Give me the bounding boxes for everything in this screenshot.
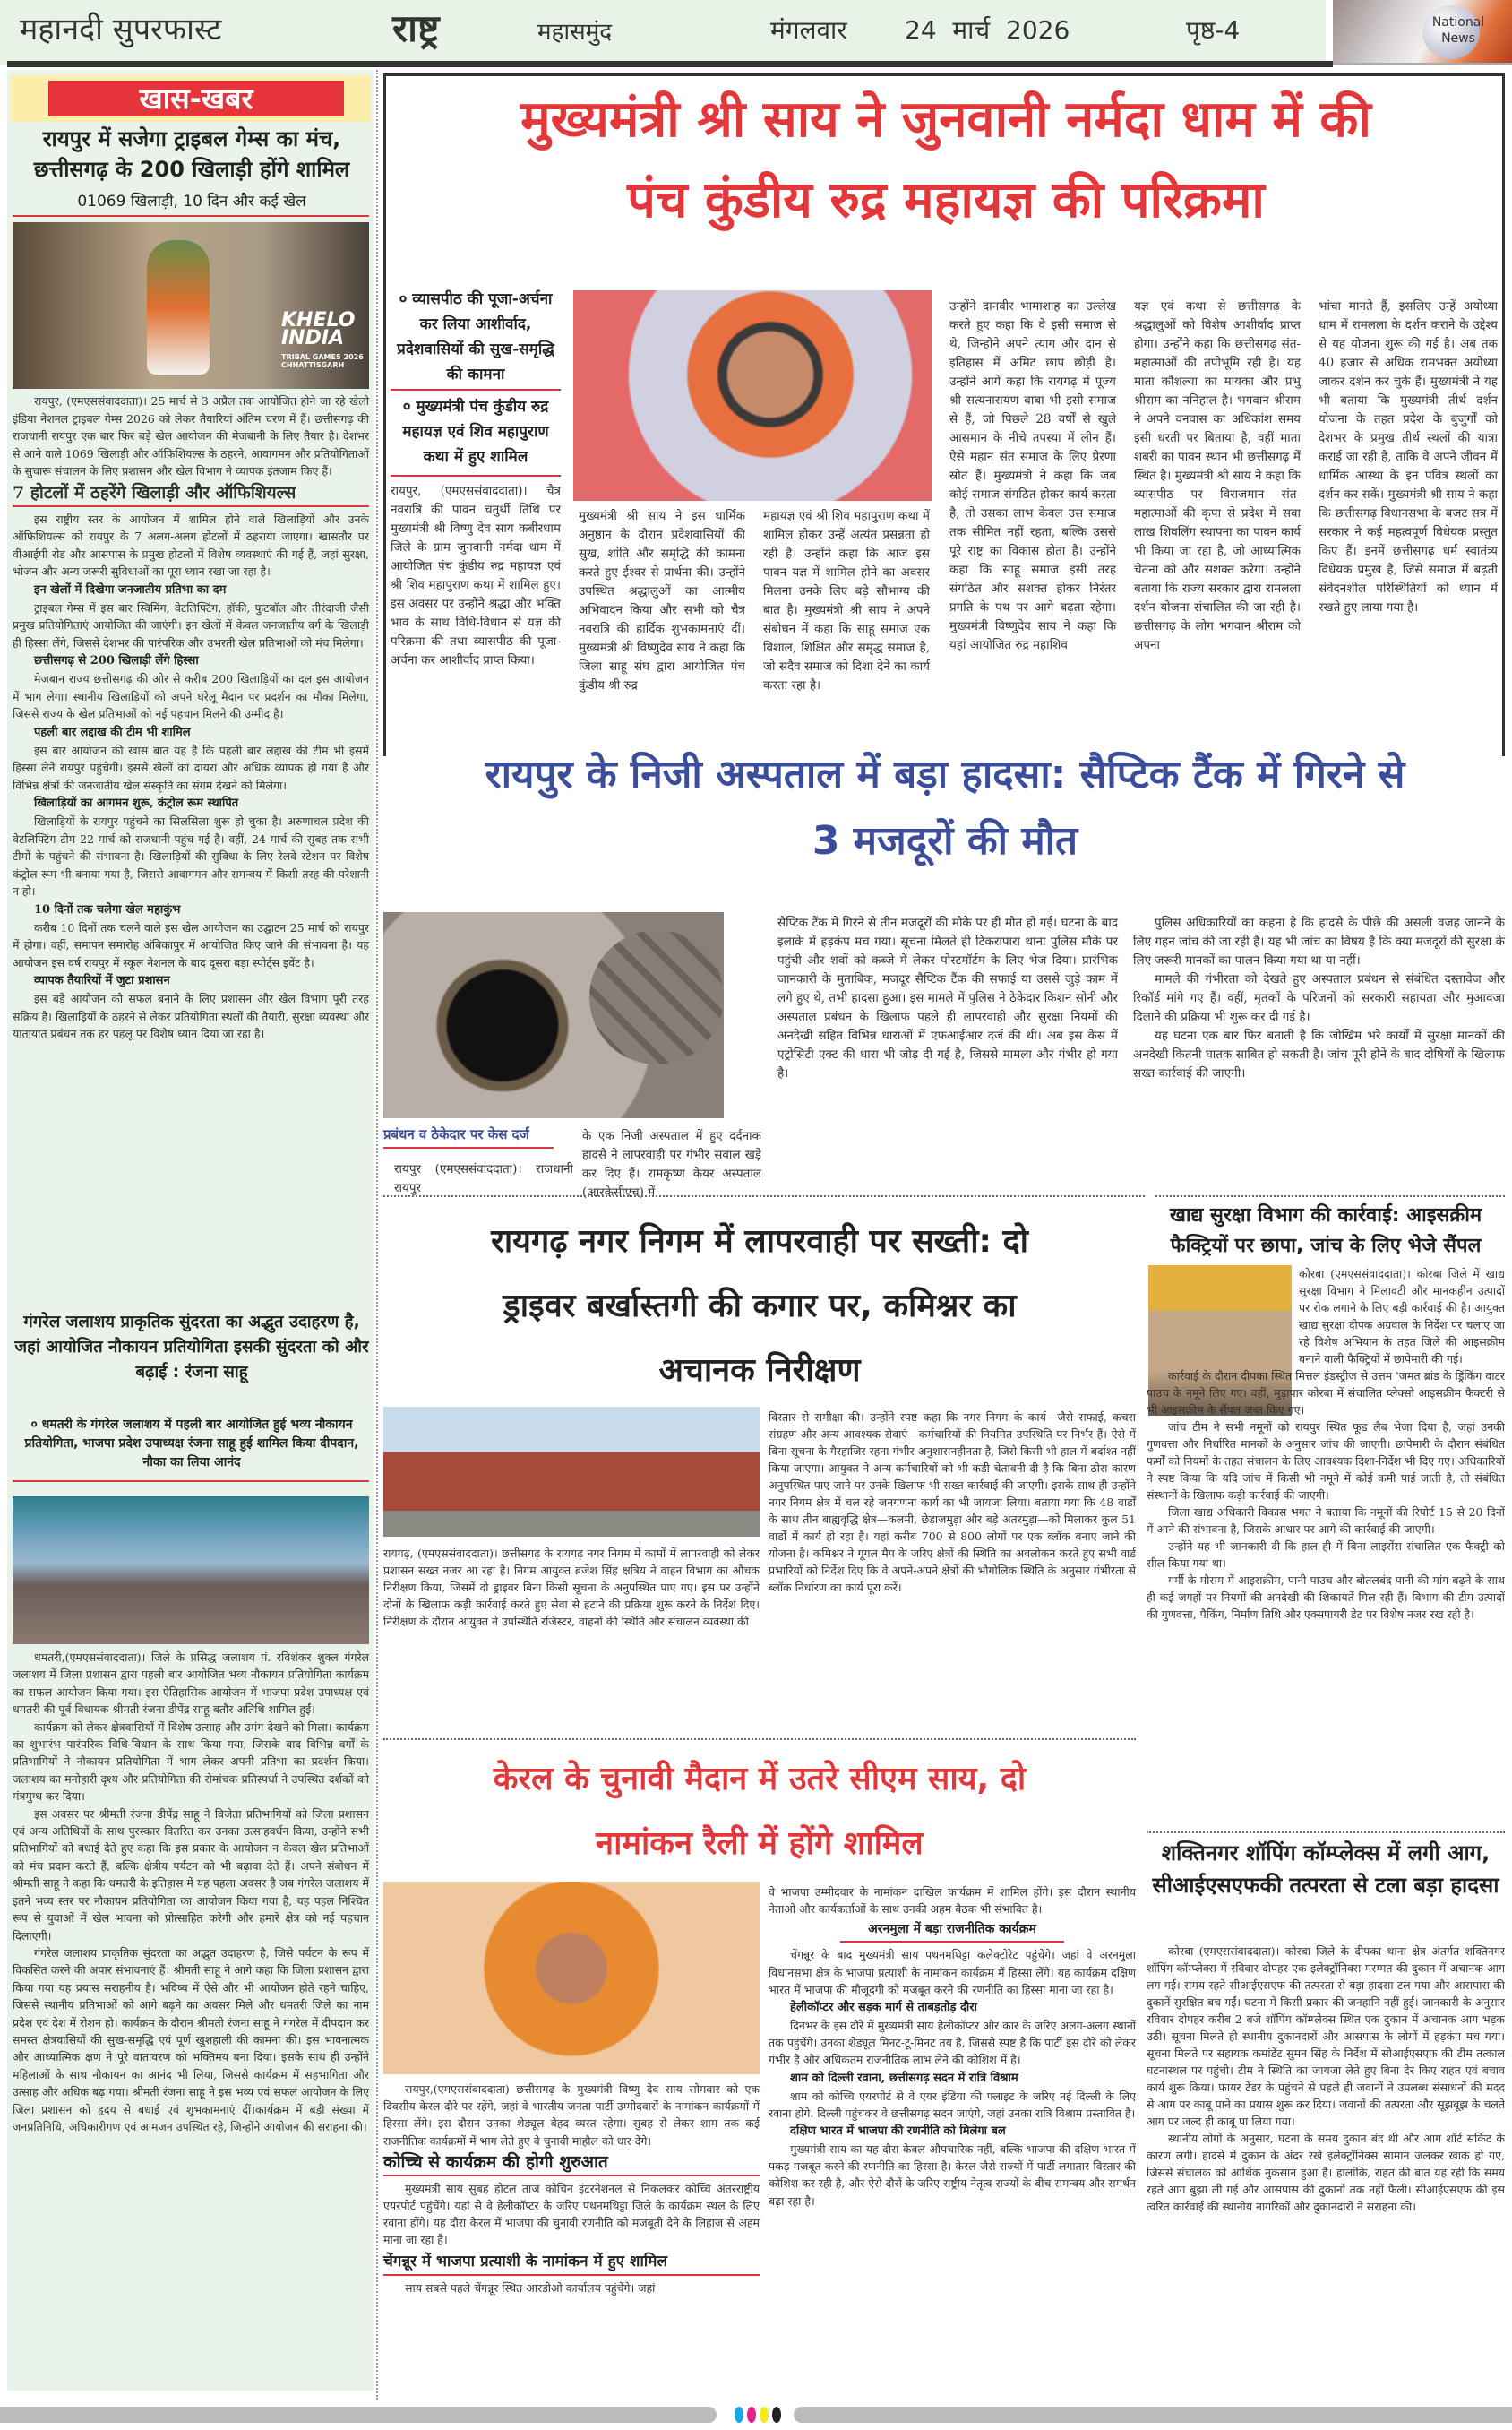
paragraph: गर्मी के मौसम में आइसक्रीम, पानी पाउच और बोतलबंद पानी की मांग बढ़ने के साथ ही कई जगहों पर नियमों की अनदेखी की शिकायतें मिल रही हैं। विभाग की टीम उत्पादों की गुणवत्ता, पैकिंग, निर्माण तिथि और एक्सपायरी डेट पर विशेष नजर रख रही है।: [1147, 1573, 1505, 1621]
hospital-col-4: [1133, 914, 1505, 1083]
footer-bar: [0, 2407, 1512, 2425]
tribal-games-subhead: 01069 खिलाड़ी, 10 दिन और कई खेल: [77, 193, 306, 211]
gangrel-subhead: ० धमतरी के गंगरेल जलाशय में पहली बार आयोजित हुई भव्य नौकायन प्रतियोगिता, भाजपा प्रदेश उपाध्यक्ष रंजना साहू हुई शामिल किया दीपदान, नौका का लिया आनंद: [24, 1418, 359, 1469]
paragraph: दिनभर के इस दौरे में मुख्यमंत्री साय हेलीकॉप्टर और कार के जरिए अलग-अलग स्थानों तक पहुंचेंगे। उनका शेड्यूल मिनट-टू-मिनट तय है, जिससे स्पष्ट है कि पार्टी इस दौरे को लेकर गंभीर है और अधिकतम राजनीतिक लाभ लेने की कोशिश में है।: [769, 2019, 1136, 2067]
paragraph: इस बड़े आयोजन को सफल बनाने के लिए प्रशासन और खेल विभाग पूरी तरह सक्रिय है। खिलाड़ियों के ठहरने से लेकर प्रतियोगिता स्थलों की तैयारी, सुरक्षा व्यवस्था और यातायात प्रबंधन तक हर पहलू पर विशेष ध्यान दिया जा रहा है।: [13, 992, 370, 1040]
footer-strip-right: [794, 2407, 1512, 2423]
masthead: [0, 0, 1326, 65]
subheading: पहली बार लद्दाख की टीम भी शामिल: [34, 725, 191, 739]
paragraph: मामले की गंभीरता को देखते हुए अस्पताल प्रबंधन से संबंधित दस्तावेज और रिकॉर्ड मांगे गए हैं। वहीं, मृतकों के परिजनों को सरकारी सहायता और मुआवजा दिलाने की प्रक्रिया भी शुरू कर दी गई है।: [1133, 972, 1505, 1024]
kerala-headline-line1: केरल के चुनावी मैदान में उतरे सीएम साय, दो: [493, 1761, 1027, 1797]
page-number: पृष्ठ-4: [1186, 15, 1241, 45]
raigarh-headline-line2: ड्राइवर बर्खास्तगी की कगार पर, कमिश्नर का: [503, 1288, 1017, 1324]
red-rule: [391, 475, 561, 477]
paragraph: वे भाजपा उम्मीदवार के नामांकन दाखिल कार्यक्रम में शामिल होंगे। इस दौरान स्थानीय नेताओं और कार्यकर्ताओं के साथ उनकी अहम बैठक भी संभावित है।: [769, 1885, 1136, 1917]
gangrel-body: [13, 1649, 369, 2135]
subheading: खिलाड़ियों का आगमन शुरू, कंट्रोल रूम स्थापित: [34, 797, 239, 810]
subheading: छत्तीसगढ़ से 200 खिलाड़ी लेंगे हिस्सा: [34, 654, 199, 668]
red-rule: [383, 2274, 760, 2276]
hospital-headline-line1: रायपुर के निजी अस्पताल में बड़ा हादसा: सैप्टिक टैंक में गिरने से: [485, 752, 1405, 797]
day: मंगलवार: [770, 15, 847, 45]
section-heading: अरनमुला में बड़ा राजनीतिक कार्यक्रम: [868, 1922, 1036, 1937]
yellow-dot-icon: [760, 2407, 769, 2423]
paragraph: धमतरी,(एमएससंवाददाता)। जिले के प्रसिद्ध जलाशय पं. रविशंकर शुक्ल गंगरेल जलाशय में जिला प्रशासन द्वारा पहली बार आयोजित भव्य नौकायन प्रतियोगिता कार्यक्रम का सफल आयोजन किया गया। इस ऐतिहासिक आयोजन में भाजपा प्रदेश उपाध्यक्ष एवं धमतरी की पूर्व विधायक श्रीमती रंजना डीपेंद्र साहू बतौर अतिथि शामिल हुईं।: [13, 1650, 369, 1717]
paragraph: उन्होंने यह भी जानकारी दी कि हाल ही में बिना लाइसेंस संचालित एक फैक्ट्री को सील किया गया था।: [1147, 1539, 1505, 1570]
black-dot-icon: [772, 2407, 781, 2423]
paragraph: स्थानीय लोगों के अनुसार, घटना के समय दुकान बंद थी और आग शॉर्ट सर्किट के कारण लगी। हादसे में दुकान के अंदर रखे इलेक्ट्रॉनिक्स सामान जलकर खाक हो गए, जिससे संचालक को आर्थिक नुकसान हुआ है। हालांकि, राहत की बात यह रही कि समय रहते आग बुझा ली गई और आसपास की दुकानों तक नहीं फैली। सीआईएसएफ की इस त्वरित कार्रवाई की स्थानीय नागरिकों और दुकानदारों ने सराहना की।: [1147, 2132, 1505, 2213]
paragraph: मेजबान राज्य छत्तीसगढ़ की ओर से करीब 200 खिलाड़ियों का दल इस आयोजन में भाग लेगा। स्थानीय खिलाड़ियों को अपने घरेलू मैदान पर प्रदर्शन का मौका मिलेगा, जिससे राज्य के खेल प्रतिभाओं को नई पहचान मिलने की उम्मीद है।: [13, 672, 369, 720]
hospital-subhead: प्रबंधन व ठेकेदार पर केस दर्ज: [383, 1126, 529, 1142]
boating-competition-image: [13, 1496, 369, 1644]
gangrel-headline: गंगरेल जलाशय प्राकृतिक सुंदरता का अद्भुत उदाहरण है, जहां आयोजित नौकायन प्रतियोगिता इसकी सुंदरता को और बढ़ाई : रंजना साहू: [14, 1313, 369, 1382]
lead-col-6: भांचा मानते हैं, इसलिए उन्हें अयोध्या धाम में रामलला के दर्शन कराने के उद्देश्य से यह योजना शुरू की गई है। अब तक 40 हजार से अधिक रामभक्त अयोध्या जाकर दर्शन कर चुके हैं। मुख्यमंत्री ने यह भी बताया कि मुख्यमंत्री तीर्थ दर्शन योजना के तहत प्रदेश के बुजुर्गों को देशभर के प्रमुख तीर्थ स्थलों की यात्रा कराई जा रही है, ताकि वे अपने जीवन में धार्मिक आस्था के इन पवित्र स्थलों का दर्शन कर सकें। मुख्यमंत्री श्री साय ने कहा कि छत्तीसगढ़ विधानसभा के बजट सत्र में सरकार ने कई महत्वपूर्ण विधेयक प्रस्तुत किए हैं। इनमें छत्तीसगढ़ धर्म स्वातंत्र्य विधेयक प्रमुख है, जिसे समाज में बढ़ती संवेदनशील परिस्थितियों को ध्यान में रखते हुए लाया गया है।: [1319, 299, 1498, 615]
raigarh-headline-line3: अचानक निरीक्षण: [658, 1352, 861, 1389]
khelo-india-logo: KHELO INDIA: [281, 309, 356, 349]
paragraph: खिलाड़ियों के रायपुर पहुंचने का सिलसिला शुरू हो चुका है। अरुणाचल प्रदेश की वेटलिफ्टिंग टीम 22 मार्च को राजधानी पहुंच गई है। वहीं, 24 मार्च की सुबह तक सभी टीमों के पहुंचने की संभावना है। खिलाड़ियों की सुविधा के लिए रेलवे स्टेशन पर विशेष कंट्रोल रूम भी बनाया गया है, जिससे आवागमन और समन्वय में किसी तरह की परेशानी न हो।: [13, 814, 369, 898]
red-rule: [840, 1941, 1064, 1943]
paragraph: शाम को कोच्चि एयरपोर्ट से वे एयर इंडिया की फ्लाइट के जरिए नई दिल्ली के लिए रवाना होंगे. दिल्ली पहुंचकर वे छत्तीसगढ़ सदन जाएंगे, जहां उनका रात्रि विश्राम प्रस्तावित है।: [769, 2089, 1136, 2120]
khelo-india-mascot-image: [13, 222, 369, 389]
paragraph: करीब 10 दिनों तक चलने वाले इस खेल आयोजन का उद्घाटन 25 मार्च को रायपुर में होगा। वहीं, समापन समारोह अंबिकापुर में आयोजित किए जाने की संभावना है। यह आयोजन इस वर्ष रायपुर में स्कूल नेशनल के बाद दूसरा बड़ा स्पोर्ट्स इवेंट है।: [13, 920, 369, 969]
icecream-headline: खाद्य सुरक्षा विभाग की कार्रवाई: आइसक्रीम फैक्ट्रियों पर छापा, जांच के लिए भेजे सैंपल: [1169, 1204, 1482, 1257]
paragraph: पुलिस अधिकारियों का कहना है कि हादसे के पीछे की असली वजह जानने के लिए गहन जांच की जा रही है। यह भी जांच का विषय है कि क्या मजदूरों की सुरक्षा के लिए जरूरी मानकों का पालन किया गया था या नहीं।: [1133, 916, 1505, 968]
paragraph: साय सबसे पहले चेंगन्नूर स्थित आरडीओ कार्यालय पहुंचेंगे। जहां: [405, 2280, 656, 2295]
tribal-games-body: [13, 392, 369, 1043]
tribal-games-headline: रायपुर में सजेगा ट्राइबल गेम्स का मंच, छत्तीसगढ़ के 200 खिलाड़ी होंगे शामिल: [33, 126, 350, 182]
lead-col-2: मुख्यमंत्री श्री साय ने इस धार्मिक अनुष्ठान के दौरान प्रदेशवासियों की सुख, शांति और समृद्धि की कामना करते हुए ईश्वर से प्रार्थना की। उन्होंने उपस्थित श्रद्धालुओं का आत्मीय अभिवादन किया और सभी को चैत्र नवरात्रि की हार्दिक शुभकामनाएं दीं। मुख्यमंत्री श्री विष्णुदेव साय ने कहा कि जिला साहू संघ द्वारा आयोजित पंच कुंडीय श्री रुद्र: [579, 509, 745, 693]
chief-minister-photo: [573, 290, 932, 501]
paragraph: कार्रवाई के दौरान दीपका स्थित मित्तल इंडस्ट्रीज से उत्तम 'जमत ब्रांड के ड्रिंकिंग वाटर पाउच के नमूने लिए गए। वहीं, मुड़ापार कोरबा में संचालित प्लेक्सो आइसक्रीम फैक्टरी से भी आइसक्रीम के सैंपल जब्त किए गए।: [1147, 1369, 1505, 1417]
raigarh-col-2: विस्तार से समीक्षा की। उन्होंने स्पष्ट कहा कि नगर निगम के कार्य—जैसे सफाई, कचरा संग्रहण और अन्य आवश्यक सेवाएं—कर्मचारियों की नियमित उपस्थिति पर निर्भर हैं। ऐसे में बिना सूचना के गैरहाजिर रहना गंभीर अनुशासनहीनता है, जिसे किसी भी हाल में बर्दाश्त नहीं किया जाएगा। आयुक्त ने अन्य कर्मचारियों को भी कड़ी चेतावनी दी है कि बिना ठोस कारण अनुपस्थित पाए जाने पर उनके खिलाफ भी सख्त कार्रवाई की जाएगी। इसके साथ ही उन्होंने नगर निगम क्षेत्र में चल रहे जनगणना कार्य का भी जायजा लिया। बताया गया कि 48 वार्डों के साथ तीन बाह्यवृद्धि क्षेत्र—कलमी, छेड़ाजमुड़ा और बड़े अतरमुड़ा—को मिलाकर कुल 51 वार्डों में कार्य हो रहा है। यहां करीब 700 से 800 लोगों पर एक ब्लॉक बनाए जाने की योजना है। कमिश्नर ने गूगल मैप के जरिए क्षेत्रों की स्थिति का अवलोकन करते हुए सभी वार्ड प्रभारियों को निर्देश दिए कि वे अपने-अपने क्षेत्रों की भौगोलिक स्थिति के अनुसार गंभीरता से ब्लॉक निर्धारण का कार्य पूरा करें।: [769, 1410, 1136, 1594]
khas-khabar-label: खास-खबर: [48, 81, 344, 116]
city: महासमुंद: [537, 19, 613, 46]
date: 24 मार्च 2026: [905, 15, 1070, 45]
lead-headline-line2: पंच कुंडीय रुद्र महायज्ञ की परिक्रमा: [627, 171, 1265, 229]
paragraph: कार्यक्रम को लेकर क्षेत्रवासियों में विशेष उत्साह और उमंग देखने को मिला। कार्यक्रम का शुभारंभ पारंपरिक विधि-विधान के साथ किया गया, जिसके बाद विभिन्न वर्गों के प्रतिभागियों ने नौकायन प्रतियोगिता में भाग लेकर अपनी प्रतिभा का प्रदर्शन किया। जलाशय का मनोहारी दृश्य और प्रतियोगिता की रोमांचक प्रतिस्पर्धा ने उपस्थित दर्शकों को मंत्रमुग्ध कर दिया।: [13, 1719, 369, 1804]
section-divider: [1147, 1831, 1505, 1833]
raigarh-headline-line1: रायगढ़ नगर निगम में लापरवाही पर सख्ती: दो: [491, 1223, 1028, 1260]
paragraph: कोरबा (एमएससंवाददाता)। कोरबा जिले के दीपका थाना क्षेत्र अंतर्गत शक्तिनगर शॉपिंग कॉम्प्लेक्स में रविवार दोपहर एक इलेक्ट्रॉनिक्स मरम्मत की दुकान में अचानक आग लग गई। समय रहते सीआईएसएफ की तत्परता से बड़ा हादसा टल गया और आसपास की दुकानें सुरक्षित बच गईं। घटना में किसी प्रकार की जनहानि नहीं हुई। जानकारी के अनुसार रविवार दोपहर करीब 2 बजे शॉपिंग कॉम्प्लेक्स स्थित एक दुकान में अचानक आग भड़क उठी। सूचना मिलते ही स्थानीय दुकानदारों और आसपास के लोगों में हड़कंप मच गया। सूचना मिलते पर सहायक कमांडेंट सुमन सिंह के निर्देश में सीआईएसएफ की टीम तत्काल घटनास्थल पर पहुंची। टीम ने स्थिति का जायजा लेते हुए बिना देर किए राहत एवं बचाव कार्य शुरू किया। फायर टेंडर के पहुंचने से पहले ही जवानों ने उपलब्ध संसाधनों की मदद से आग पर काबू पाने का प्रयास शुरू कर दिया। जवानों की तत्परता और सूझबूझ के चलते आग पर जल्द ही काबू पा लिया गया।: [1147, 1944, 1505, 2128]
kerala-headline: [383, 1747, 1136, 1876]
magenta-dot-icon: [747, 2407, 756, 2423]
red-rule: [391, 389, 561, 391]
manhole-cover: [589, 930, 724, 1064]
lead-highlight-2: ० मुख्यमंत्री पंच कुंडीय रुद्र महायज्ञ एवं शिव महापुराण कथा में हुए शामिल: [402, 398, 549, 466]
section-divider: [1155, 1195, 1505, 1197]
column-divider: [376, 70, 378, 2400]
paragraph: इस बार आयोजन की खास बात यह है कि पहली बार लद्दाख की टीम भी इसमें हिस्सा लेने रायपुर पहुंचेगी। इससे खेलों का दायरा और अधिक व्यापक हो गया है और विभिन्न क्षेत्रों की जनजातीय खेल संस्कृति का संगम देखने को मिलेगा।: [13, 743, 369, 792]
section-heading: 7 होटलों में ठहरेंगे खिलाड़ी और ऑफिशियल्स: [13, 482, 296, 503]
hospital-col-3: सैप्टिक टैंक में गिरने से तीन मजदूरों की मौके पर ही मौत हो गई। घटना के बाद इलाके में हड़कंप मच गया। सूचना मिलते ही टिकरापारा थाना पुलिस मौके पर पहुंची और शवों को कब्जे में लेकर पोस्टमॉर्टम के लिए भेज दिया। प्रारंभिक जानकारी के मुताबिक, मजदूर सैप्टिक टैंक की सफाई या उससे जुड़े काम में लगे हुए थे, तभी हादसा हुआ। इस मामले में पुलिस ने ठेकेदार किशन सोनी और अस्पताल प्रबंधन के खिलाफ पहले ही लापरवाही और सुरक्षा नियमों की अनदेखी सहित विभिन्न धाराओं में एफआईआर दर्ज की थी। अब इस केस में एट्रोसिटी एक्ट की धारा भी जोड़ दी गई है, जिससे मामला और गंभीर हो गया है।: [777, 916, 1118, 1081]
lead-col-1: रायपुर, (एमएससंवाददाता)। चैत्र नवरात्रि की पावन चतुर्थी तिथि पर मुख्यमंत्री श्री विष्णु देव साय कबीरधाम जिले के ग्राम जुनवानी नर्मदा धाम में आयोजित पंच कुंडीय रुद्र महायज्ञ एवं श्री शिव महापुराण कथा में शामिल हुए। इस अवसर पर उन्होंने श्रद्धा और भक्ति भाव के साथ विधि-विधान से यज्ञ की परिक्रमा की तथा व्यासपीठ की पूजा-अर्चना कर आशीर्वाद प्राप्त किया।: [391, 484, 561, 668]
hospital-col-1: रायपुर (एमएससंवाददाता)। राजधानी रायपुर: [394, 1162, 573, 1195]
red-rule: [383, 2175, 760, 2176]
municipal-building-photo: [383, 1407, 760, 1537]
paragraph: कोरबा (एमएससंवाददाता)। कोरबा जिले में खाद्य सुरक्षा विभाग ने मिलावटी और मानकहीन उत्पादों पर रोक लगाने के लिए बड़ी कार्रवाई की है। आयुक्त खाद्य सुरक्षा दीपक अग्रवाल के निर्देश पर चलाए जा रहे विशेष अभियान के तहत जिले की आइसक्रीम बनाने वाली फैक्ट्रियों में छापेमारी की गई।: [1299, 1267, 1505, 1366]
fire-headline: शक्तिनगर शॉपिंग कॉम्प्लेक्स में लगी आग, सीआईएसएफकी तत्परता से टला बड़ा हादसा: [1152, 1840, 1499, 1898]
cyan-dot-icon: [735, 2407, 743, 2423]
national-news-logo: [1333, 0, 1512, 65]
kerala-col-1: [383, 2081, 760, 2296]
lead-col-5: यज्ञ एवं कथा से छत्तीसगढ़ के श्रद्धालुओं को विशेष आशीर्वाद प्राप्त होगा। उन्होंने कहा कि छत्तीसगढ़ संत-महात्माओं की तपोभूमि रही है। यह माता कौशल्या का मायका और प्रभु श्रीराम का ननिहाल है। भगवान श्रीराम ने अपने वनवास का अधिकांश समय इसी धरती पर बिताया है, वहीं माता शबरी का पावन स्थान भी छत्तीसगढ़ में स्थित है। मुख्यमंत्री श्री साय ने कहा कि व्यासपीठ पर विराजमान संत-महात्माओं की कृपा से प्रदेश में सवा लाख शिवलिंग स्थापना का पावन कार्य भी किया जा रहा है, जो आध्यात्मिक चेतना को और सशक्त करेगा। उन्होंने बताया कि राज्य सरकार द्वारा रामलला दर्शन योजना संचालित की जा रही है। छत्तीसगढ़ के लोग भगवान श्रीराम को अपना: [1134, 299, 1301, 652]
subheading: 10 दिनों तक चलेगा खेल महाकुंभ: [34, 902, 181, 917]
section-heading: चेंगन्नूर में भाजपा प्रत्याशी के नामांकन में हुए शामिल: [383, 2252, 667, 2271]
paragraph: गंगरेल जलाशय प्राकृतिक सुंदरता का अद्भुत उदाहरण है, जिसे पर्यटन के रूप में विकसित करने की अपार संभावनाएं हैं। श्रीमती साहू ने आगे कहा कि जिला प्रशासन द्वारा किया गया यह प्रयास सराहनीय है। भविष्य में ऐसे और भी आयोजन होते रहने चाहिए, जिससे स्थानीय प्रतिभाओं को आगे बढ़ने का अवसर मिले और धमतरी जिले का नाम प्रदेश एवं देश में रोशन हो। कार्यक्रम के दौरान श्रीमती रंजना साहू ने गंगरेल में दीपदान कर समस्त क्षेत्रवासियों की सुख-समृद्धि एवं पूर्ण खुशहाली की कामना की। इस भावनात्मक और आध्यात्मिक क्षण ने पूरे वातावरण को भक्तिमय बना दिया। इसके साथ ही उन्होंने महिलाओं के साथ नौकायन का आनंद भी लिया, जिससे कार्यक्रम में सहभागिता और उत्साह और अधिक बढ़ गया। श्रीमती रंजना साहू ने इस भव्य एवं सफल आयोजन के लिए जिला प्रशासन को हृदय से बधाई एवं शुभकामनाएं दीं।कार्यक्रम में बड़ी संख्या में जनप्रतिनिधि, अधिकारीगण एवं आमजन उपस्थित रहे, जिन्होंने आयोजन की सराहना की।: [13, 1945, 369, 2133]
lead-col-3: महायज्ञ एवं श्री शिव महापुराण कथा में शामिल होकर उन्हें अत्यंत प्रसन्नता हो रही है। उन्होंने कहा कि आज इस पावन यज्ञ में शामिल होने का अवसर मिलना उनके लिए बड़े सौभाग्य की बात है। मुख्यमंत्री श्री साय ने अपने संबोधन में कहा कि साहू समाज एक विशाल, शिक्षित और समृद्ध समाज है, जो सदैव समाज को दिशा देने का कार्य करता रहा है।: [763, 509, 930, 693]
mascot-figure: [147, 240, 210, 375]
red-rule: [13, 505, 369, 507]
section-title: राष्ट्र: [392, 6, 440, 50]
paragraph: ट्राइबल गेम्स में इस बार स्विमिंग, वेटलिफ्टिंग, हॉकी, फुटबॉल और तीरंदाजी जैसी प्रमुख प्रतियोगिताएं आयोजित की जाएंगी। इन खेलों में केवल जनजातीय वर्ग के खिलाड़ी ही हिस्सा लेंगे, जिससे देशभर की पारंपरिक और उभरती खेल प्रतिभाओं को मंच मिलेगा।: [13, 600, 369, 650]
paragraph: चेंगन्नूर के बाद मुख्यमंत्री साय पथनमथिट्टा कलेक्टोरेट पहुंचेंगे। जहां वे अरनमुला विधानसभा क्षेत्र के भाजपा प्रत्याशी के नामांकन कार्यक्रम में हिस्सा लेंगे। यह कार्यक्रम दक्षिण भारत में भाजपा की मौजूदगी को मजबूत करने की रणनीति का हिस्सा माना जा रहा है।: [769, 1948, 1136, 1996]
masthead-rule: [7, 61, 1333, 67]
section-divider: [383, 1195, 1145, 1197]
kerala-headline-line2: नामांकन रैली में होंगे शामिल: [596, 1825, 924, 1862]
paragraph: रायपुर,(एमएससंवाददाता) छत्तीसगढ़ के मुख्यमंत्री विष्णु देव साय सोमवार को एक दिवसीय केरल दौरे पर रहेंगे, जहां वे भारतीय जनता पार्टी उम्मीदवारों के नामांकन कार्यक्रमों में हिस्सा लेंगे। इस दौरान उनका शेड्यूल बेहद व्यस्त रहेगा। सुबह से लेकर शाम तक कई राजनीतिक कार्यक्रमों में भाग लेते हुए वे चुनावी माहौल को धार देंगे।: [383, 2082, 760, 2148]
subheading: शाम को दिल्ली रवाना, छत्तीसगढ़ सदन में रात्रि विश्राम: [790, 2071, 1018, 2085]
icecream-body: [1147, 1265, 1505, 1623]
paragraph: जांच टीम ने सभी नमूनों को रायपुर स्थित फूड लैब भेजा दिया है, जहां उनकी गुणवत्ता और निर्धारित मानकों के अनुसार जांच की जाएगी। छापेमारी के दौरान संबंधित फर्मों को नियमों के तहत संचालन के लिए आवश्यक दिशा-निर्देश भी दिए गए। अधिकारियों ने स्पष्ट किया कि यदि जांच में किसी भी नमूने में कोई कमी पाई जाती है, तो संबंधित संस्थानों के खिलाफ कड़ी कार्रवाई की जाएगी।: [1147, 1420, 1505, 1502]
hospital-headline-line2: 3 मजदूरों की मौत: [812, 818, 1078, 864]
raigarh-headline: [383, 1210, 1136, 1403]
red-rule: [383, 1147, 554, 1149]
section-divider: [383, 1738, 1136, 1740]
lead-col-4: उन्होंने दानवीर भामाशाह का उल्लेख करते हुए कहा कि वे इसी समाज से थे, जिन्होंने अपने त्याग और दान से इतिहास में अमिट छाप छोड़ी है। उन्होंने आगे कहा कि रायगढ़ में पूज्य श्री सत्यनारायण बाबा भी इसी समाज से हैं, जो पिछले 28 वर्षों से खुले आसमान के नीचे तपस्या में लीन हैं। ऐसे महान संत समाज के लिए प्रेरणा स्रोत हैं। मुख्यमंत्री ने कहा कि जब कोई समाज संगठित होकर कार्य करता है, तो उसका लाभ केवल उस समाज तक सीमित नहीं रहता, बल्कि उससे पूरे राष्ट्र का विकास होता है। उन्होंने कहा कि साहू समाज इसी तरह संगठित और सशक्त होकर निरंतर प्रगति के पथ पर आगे बढ़ता रहेगा। मुख्यमंत्री विष्णुदेव साय ने कहा कि यहां आयोजित रुद्र महाशिव: [949, 299, 1116, 652]
fire-body: [1147, 1943, 1505, 2215]
section-heading: कोच्चि से कार्यक्रम की होगी शुरुआत: [383, 2151, 608, 2172]
subheading: हेलीकॉप्टर और सड़क मार्ग से ताबड़तोड़ दौरा: [790, 2001, 977, 2015]
raigarh-col-1: रायगढ़, (एमएससंवाददाता)। छत्तीसगढ़ के रायगढ़ नगर निगम में कामों में लापरवाही को लेकर प्रशासन सख्त नजर आ रहा है। निगम आयुक्त ब्रजेश सिंह क्षत्रिय ने वाहन विभाग का औचक निरीक्षण किया, जिसमें दो ड्राइवर बिना किसी सूचना के अनुपस्थित पाए गए। इस पर उन्होंने दोनों के खिलाफ कड़ी कार्रवाई करते हुए सेवा से हटाने की प्रक्रिया शुरू करने के निर्देश दिए। निरीक्षण के दौरान आयुक्त ने उपस्थिति रजिस्टर, वाहनों की स्थिति और संचालन व्यवस्था की: [383, 1547, 760, 1628]
paragraph: रायपुर, (एमएससंवाददाता)। 25 मार्च से 3 अप्रैल तक आयोजित होने जा रहे खेलो इंडिया नेशनल ट्राइबल गेम्स 2026 को लेकर तैयारियां अंतिम चरण में हैं। छत्तीसगढ़ की राजधानी रायपुर एक बार फिर बड़े खेल आयोजन की मेजबानी के लिए तैयार है। देशभर से आने वाले 1069 खिलाड़ी और ऑफिशियल्स के ठहरने, आवागमन और प्रतियोगिताओं के सुचारू संचालन के लिए प्रशासन और खेल विभाग ने व्यापक इंतजाम किए हैं।: [13, 394, 369, 478]
paragraph: यह घटना एक बार फिर बताती है कि जोखिम भरे कार्यों में सुरक्षा मानकों की अनदेखी कितनी घातक साबित हो सकती है। जांच पूरी होने के बाद दोषियों के खिलाफ सख्त कार्रवाई की जाएगी।: [1133, 1029, 1505, 1081]
cm-sai-kerala-photo: [383, 1882, 760, 2074]
paragraph: जिला खाद्य अधिकारी विकास भगत ने बताया कि नमूनों की रिपोर्ट 15 से 20 दिनों में आने की संभावना है, जिसके आधार पर आगे की कार्रवाई की जाएगी।: [1147, 1505, 1505, 1536]
septic-tank-photo: [383, 912, 724, 1118]
lead-headline-line1: मुख्यमंत्री श्री साय ने जुनवानी नर्मदा धाम में की: [520, 90, 1371, 149]
subheading: इन खेलों में दिखेगा जनजातीय प्रतिभा का दम: [34, 582, 227, 597]
paragraph: मुख्यमंत्री साय का यह दौरा केवल औपचारिक नहीं, बल्कि भाजपा की दक्षिण भारत में पकड़ मजबूत करने की रणनीति का हिस्सा है। केरल जैसे राज्यों में पार्टी लगातार विस्तार की कोशिश कर रही है, और ऐसे दौरों के जरिए राष्ट्रीय नेतृत्व राज्यों के बीच समन्वय और समर्थन बढ़ा रहा है।: [769, 2142, 1136, 2208]
red-rule: [13, 215, 369, 217]
red-rule: [13, 1480, 369, 1482]
paragraph: मुख्यमंत्री साय सुबह होटल ताज कोचिन इंटरनेशनल से निकलकर कोच्चि अंतरराष्ट्रीय एयरपोर्ट पहुंचेंगे। यहां से वे हेलीकॉप्टर के जरिए पथनमथिट्टा जिले के कार्यक्रम स्थल के लिए रवाना होंगे। यह दौरा केरल में भाजपा की चुनावी रणनीति को मजबूती देने के लिहाज से अहम माना जा रहा है।: [383, 2181, 760, 2247]
subheading: व्यापक तैयारियों में जुटा प्रशासन: [34, 974, 170, 987]
footer-strip-left: [0, 2407, 717, 2423]
paragraph: इस अवसर पर श्रीमती रंजना डीपेंद्र साहू ने विजेता प्रतिभागियों को जिला प्रशासन एवं अन्य अतिथियों के साथ पुरस्कार वितरित कर उनका उत्साहवर्धन किया, उन्होंने सभी प्रतिभागियों को बधाई देते हुए कहा कि इस प्रकार के आयोजन न केवल खेल प्रतिभाओं को मंच प्रदान करते हैं, बल्कि क्षेत्रीय पर्यटन को भी बढ़ावा देते हैं। अपने संबोधन में श्रीमती साहू ने कहा कि धमतरी के इतिहास में यह पहला अवसर है जब गंगरेल जलाशय में इतने भव्य स्तर पर नौकायन प्रतियोगिता का आयोजन किया गया है, यह पहल निश्चित रूप से युवाओं में खेल भावना को प्रोत्साहित करेगी और हमारे क्षेत्र को नई पहचान दिलाएगी।: [13, 1806, 369, 1943]
subheading: दक्षिण भारत में भाजपा की रणनीति को मिलेगा बल: [790, 2124, 1006, 2139]
paragraph: इस राष्ट्रीय स्तर के आयोजन में शामिल होने वाले खिलाड़ियों और उनके ऑफिशियल्स को रायपुर के 7 अलग-अलग होटलों में ठहराया जाएगा। खासतौर पर वीआईपी रोड और आसपास के प्रमुख होटलों में विशेष व्यवस्थाएं की गई हैं, जहां सुरक्षा, भोजन और अन्य जरूरी सुविधाओं का पूरा ध्यान रखा जा रहा है।: [13, 512, 369, 578]
logo-text: National News: [1431, 15, 1485, 46]
khelo-india-logo-sub: TRIBAL GAMES 2026 CHHATTISGARH: [281, 353, 364, 369]
hospital-col-2: के एक निजी अस्पताल में हुए दर्दनाक हादसे ने लापरवाही पर गंभीर सवाल खड़े कर दिए हैं। रामकृष्ण केयर अस्पताल (आरकेसीएच) में: [582, 1129, 761, 1200]
paper-name: महानदी सुपरफास्ट: [20, 12, 222, 47]
kerala-col-2: [769, 1883, 1136, 2210]
lead-highlight-1: ० व्यासपीठ की पूजा-अर्चना कर लिया आशीर्वाद, प्रदेशवासियों की सुख-समृद्धि की कामना: [397, 290, 554, 383]
